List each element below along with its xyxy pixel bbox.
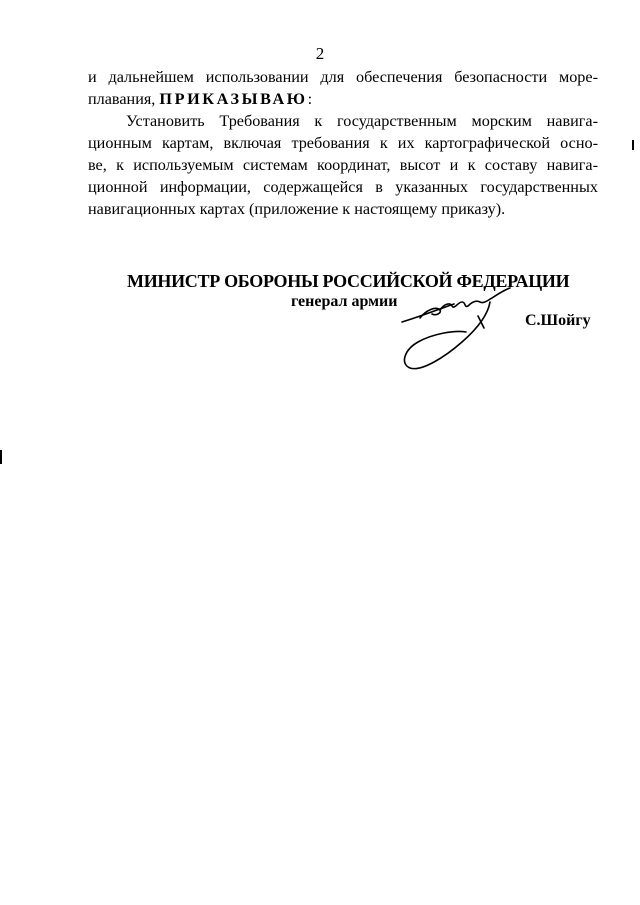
paragraph-line (88, 66, 598, 88)
word: к (116, 156, 124, 174)
scan-edge-mark (0, 450, 2, 464)
paragraph-requirements (88, 110, 598, 220)
paragraph-line (88, 176, 598, 198)
order-word: ПРИКАЗЫВАЮ (159, 90, 308, 108)
word: ционным (88, 134, 152, 152)
word: их (397, 134, 415, 152)
word: море- (558, 68, 598, 86)
word: Требования (219, 112, 300, 130)
word: картам, (161, 134, 214, 152)
handwritten-signature (392, 280, 532, 380)
word: используемым (133, 156, 234, 174)
signatory-title: МИНИСТР ОБОРОНЫ РОССИЙСКОЙ ФЕДЕРАЦИИ (127, 271, 570, 291)
word: морским (471, 112, 532, 130)
word: информации, (159, 178, 251, 196)
word: системам (242, 156, 308, 174)
signatory-name: С.Шойгу (525, 312, 591, 329)
paragraph-line (88, 88, 598, 110)
word: дальнейшем (108, 68, 194, 86)
word: обеспечения (355, 68, 443, 86)
word: составу (484, 156, 538, 174)
word: требования (291, 134, 370, 152)
word: картографической (424, 134, 551, 152)
word: высот (399, 156, 441, 174)
word: государственным (337, 112, 457, 130)
word: навига- (546, 112, 598, 130)
word: в (375, 178, 383, 196)
word: содержащейся (263, 178, 363, 196)
word: координат, (317, 156, 391, 174)
word: включая (223, 134, 282, 152)
word: к (314, 112, 323, 130)
word: указанных (395, 178, 469, 196)
word: государственных (480, 178, 598, 196)
word: для (320, 68, 345, 86)
paragraph-line: навигационных картах (приложение к настоящему приказу). (88, 200, 506, 218)
word: к (467, 156, 476, 174)
word: Установить (126, 112, 205, 130)
word: и (449, 156, 459, 174)
word: и (88, 68, 97, 86)
word: навига- (546, 156, 598, 174)
word: использовании (205, 68, 309, 86)
line-prefix: плавания, (88, 90, 160, 108)
word: осно- (560, 134, 598, 152)
word: ве, (88, 156, 107, 174)
word: ционной (88, 178, 148, 196)
page-number: 2 (315, 44, 325, 63)
paragraph-line (88, 110, 598, 132)
scan-edge-mark (632, 140, 634, 150)
word: к (379, 134, 388, 152)
paragraph-line (88, 132, 598, 154)
signatory-rank: генерал армии (291, 293, 398, 310)
paragraph-intro (88, 66, 598, 110)
line-suffix: : (307, 90, 313, 108)
word: безопасности (454, 68, 548, 86)
paragraph-line (88, 154, 598, 176)
